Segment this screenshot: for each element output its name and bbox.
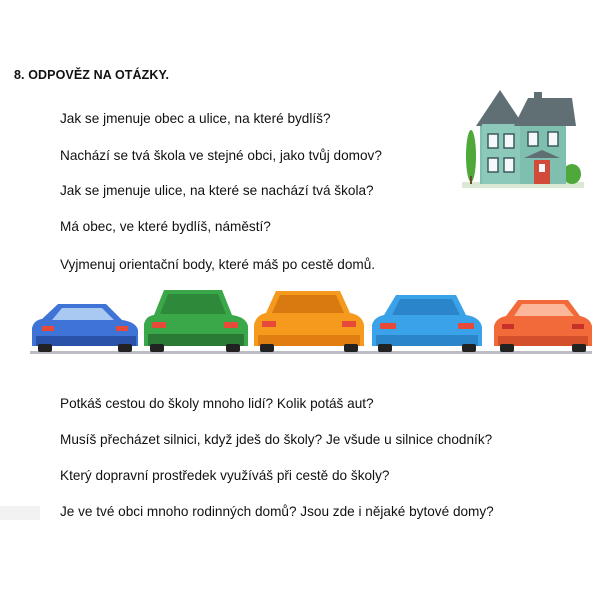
car-light-blue-icon (372, 295, 482, 352)
car-orange-icon (254, 291, 364, 352)
question-2: Nachází se tvá škola ve stejné obci, jako tvůj domov? (60, 148, 382, 163)
question-7: Musíš přecházet silnici, když jdeš do školy? Je všude u silnice chodník? (60, 432, 493, 447)
question-3: Jak se jmenuje ulice, na které se nachází tvá škola? (60, 183, 374, 198)
exercise-heading: 8. ODPOVĚZ NA OTÁZKY. (14, 68, 170, 82)
question-1: Jak se jmenuje obec a ulice, na které bydlíš? (60, 111, 331, 126)
scan-shade (0, 506, 40, 520)
question-6: Potkáš cestou do školy mnoho lidí? Kolik potáš aut? (60, 396, 374, 411)
question-4: Má obec, ve které bydlíš, náměstí? (60, 219, 271, 234)
question-5: Vyjmenuj orientační body, které máš po cestě domů. (60, 257, 376, 272)
car-blue-icon (32, 304, 138, 352)
car-green-icon (144, 290, 248, 352)
question-8: Který dopravní prostředek využíváš při cestě do školy? (60, 468, 390, 483)
question-9: Je ve tvé obci mnoho rodinných domů? Jsou zde i nějaké bytové domy? (60, 504, 494, 519)
cars-row-illustration (30, 290, 592, 360)
car-red-icon (494, 300, 592, 352)
house-icon (462, 84, 584, 190)
